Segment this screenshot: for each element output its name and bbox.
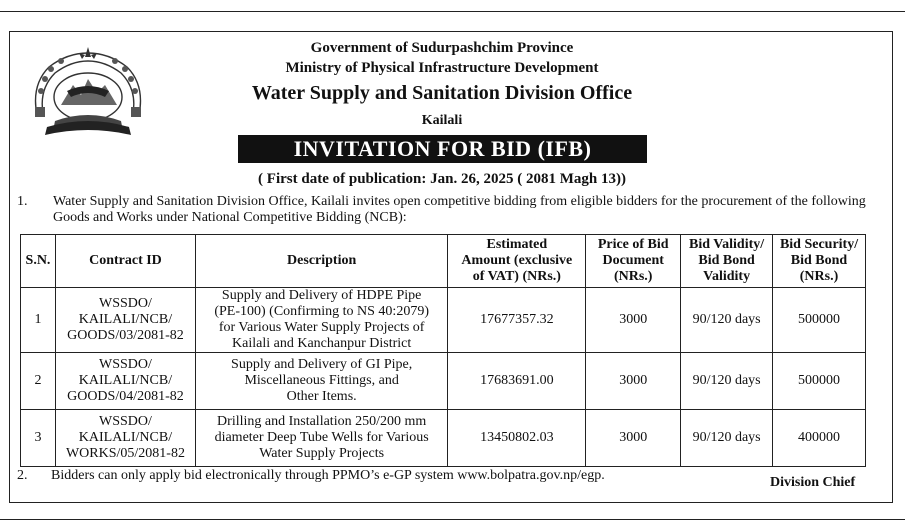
cell-line: Miscellaneous Fittings, and: [244, 373, 399, 388]
header-validity: [681, 235, 773, 288]
cell-description: [195, 288, 448, 353]
signature-title: Division Chief: [770, 475, 856, 490]
header-validity-line: Bid Bond: [698, 253, 755, 268]
intro-paragraph: [17, 194, 872, 226]
cell-security: 500000: [773, 353, 866, 410]
header-security: [773, 235, 866, 288]
cell-line: GOODS/03/2081-82: [67, 328, 184, 343]
header-price-line: (NRs.): [613, 269, 653, 284]
header-sn: S.N.: [21, 235, 56, 288]
cell-line: WORKS/05/2081-82: [65, 446, 185, 461]
cell-line: WSSDO/: [98, 357, 152, 372]
cell-line: GOODS/04/2081-82: [67, 389, 184, 404]
cell-line: Supply and Delivery of HDPE Pipe: [221, 288, 422, 303]
office-heading: Water Supply and Sanitation Division Office: [251, 82, 633, 104]
cell-line: Supply and Delivery of GI Pipe,: [231, 357, 413, 372]
cell-line: Drilling and Installation 250/200 mm: [217, 414, 427, 429]
header-description: Description: [195, 235, 448, 288]
header-price: [586, 235, 681, 288]
cell-line: (PE-100) (Confirming to NS 40:2079): [214, 304, 429, 319]
cell-line: Other Items.: [286, 389, 357, 404]
cell-line: KAILALI/NCB/: [78, 312, 173, 327]
header-price-line: Document: [602, 253, 664, 268]
location-heading: Kailali: [421, 113, 463, 128]
cell-line: diameter Deep Tube Wells for Various: [214, 430, 429, 445]
header-security-line: Bid Security/: [779, 237, 859, 252]
cell-sn: 3: [21, 410, 56, 467]
cell-estimated: 13450802.03: [448, 410, 586, 467]
cell-line: WSSDO/: [98, 296, 152, 311]
cell-price: 3000: [586, 410, 681, 467]
cell-price: 3000: [586, 288, 681, 353]
header-estimated: [448, 235, 586, 288]
cell-sn: 1: [21, 288, 56, 353]
cell-security: 500000: [773, 288, 866, 353]
cell-line: Water Supply Projects: [259, 446, 385, 461]
cell-description: [195, 410, 448, 467]
cell-estimated: 17677357.32: [448, 288, 586, 353]
header-validity-line: Validity: [703, 269, 751, 284]
cell-line: for Various Water Supply Projects of: [218, 320, 425, 335]
header-security-line: (NRs.): [799, 269, 839, 284]
publication-date: ( First date of publication: Jan. 26, 2025 ( 2081 Magh 13)): [258, 171, 626, 187]
footer-number: 2.: [17, 468, 28, 483]
footer-note: [17, 468, 605, 484]
cell-line: WSSDO/: [98, 414, 152, 429]
government-heading: Government of Sudurpashchim Province: [310, 40, 574, 56]
ministry-heading: Ministry of Physical Infrastructure Development: [285, 60, 599, 76]
table-header-row: [21, 235, 866, 288]
intro-number: 1.: [17, 194, 28, 209]
header-contract-id: Contract ID: [55, 235, 195, 288]
nepal-emblem-icon: [27, 45, 149, 141]
header-price-line: Price of Bid: [597, 237, 669, 252]
table-row: [21, 353, 866, 410]
cell-contract-id: [55, 353, 195, 410]
cell-security: 400000: [773, 410, 866, 467]
cell-description: [195, 353, 448, 410]
cell-contract-id: [55, 410, 195, 467]
header-security-line: Bid Bond: [790, 253, 848, 268]
header-estimated-line: Estimated: [486, 237, 548, 252]
cell-price: 3000: [586, 353, 681, 410]
cell-sn: 2: [21, 353, 56, 410]
cell-line: KAILALI/NCB/: [78, 430, 173, 445]
table-row: [21, 410, 866, 467]
header-estimated-line: of VAT) (NRs.): [472, 269, 561, 284]
cell-line: Kailali and Kanchanpur District: [232, 336, 412, 351]
footer-text: Bidders can only apply bid electronically through PPMO’s e-GP system www.bolpatra.gov.np/egp.: [51, 468, 605, 483]
cell-validity: 90/120 days: [681, 353, 773, 410]
bottom-rule: [0, 519, 905, 520]
bid-table: [20, 234, 866, 467]
table-row: [21, 288, 866, 353]
header-estimated-line: Amount (exclusive: [461, 253, 573, 268]
cell-line: KAILALI/NCB/: [78, 373, 173, 388]
cell-validity: 90/120 days: [681, 410, 773, 467]
ifb-banner: INVITATION FOR BID (IFB): [238, 135, 647, 163]
intro-text: Water Supply and Sanitation Division Office, Kailali invites open competitive bidding from eligible bidders for the procurement of the following Goods and Works under National Competitive Bidding (NCB):: [53, 194, 866, 225]
header-validity-line: Bid Validity/: [689, 237, 765, 252]
top-rule: [0, 11, 905, 12]
cell-contract-id: [55, 288, 195, 353]
cell-validity: 90/120 days: [681, 288, 773, 353]
cell-estimated: 17683691.00: [448, 353, 586, 410]
